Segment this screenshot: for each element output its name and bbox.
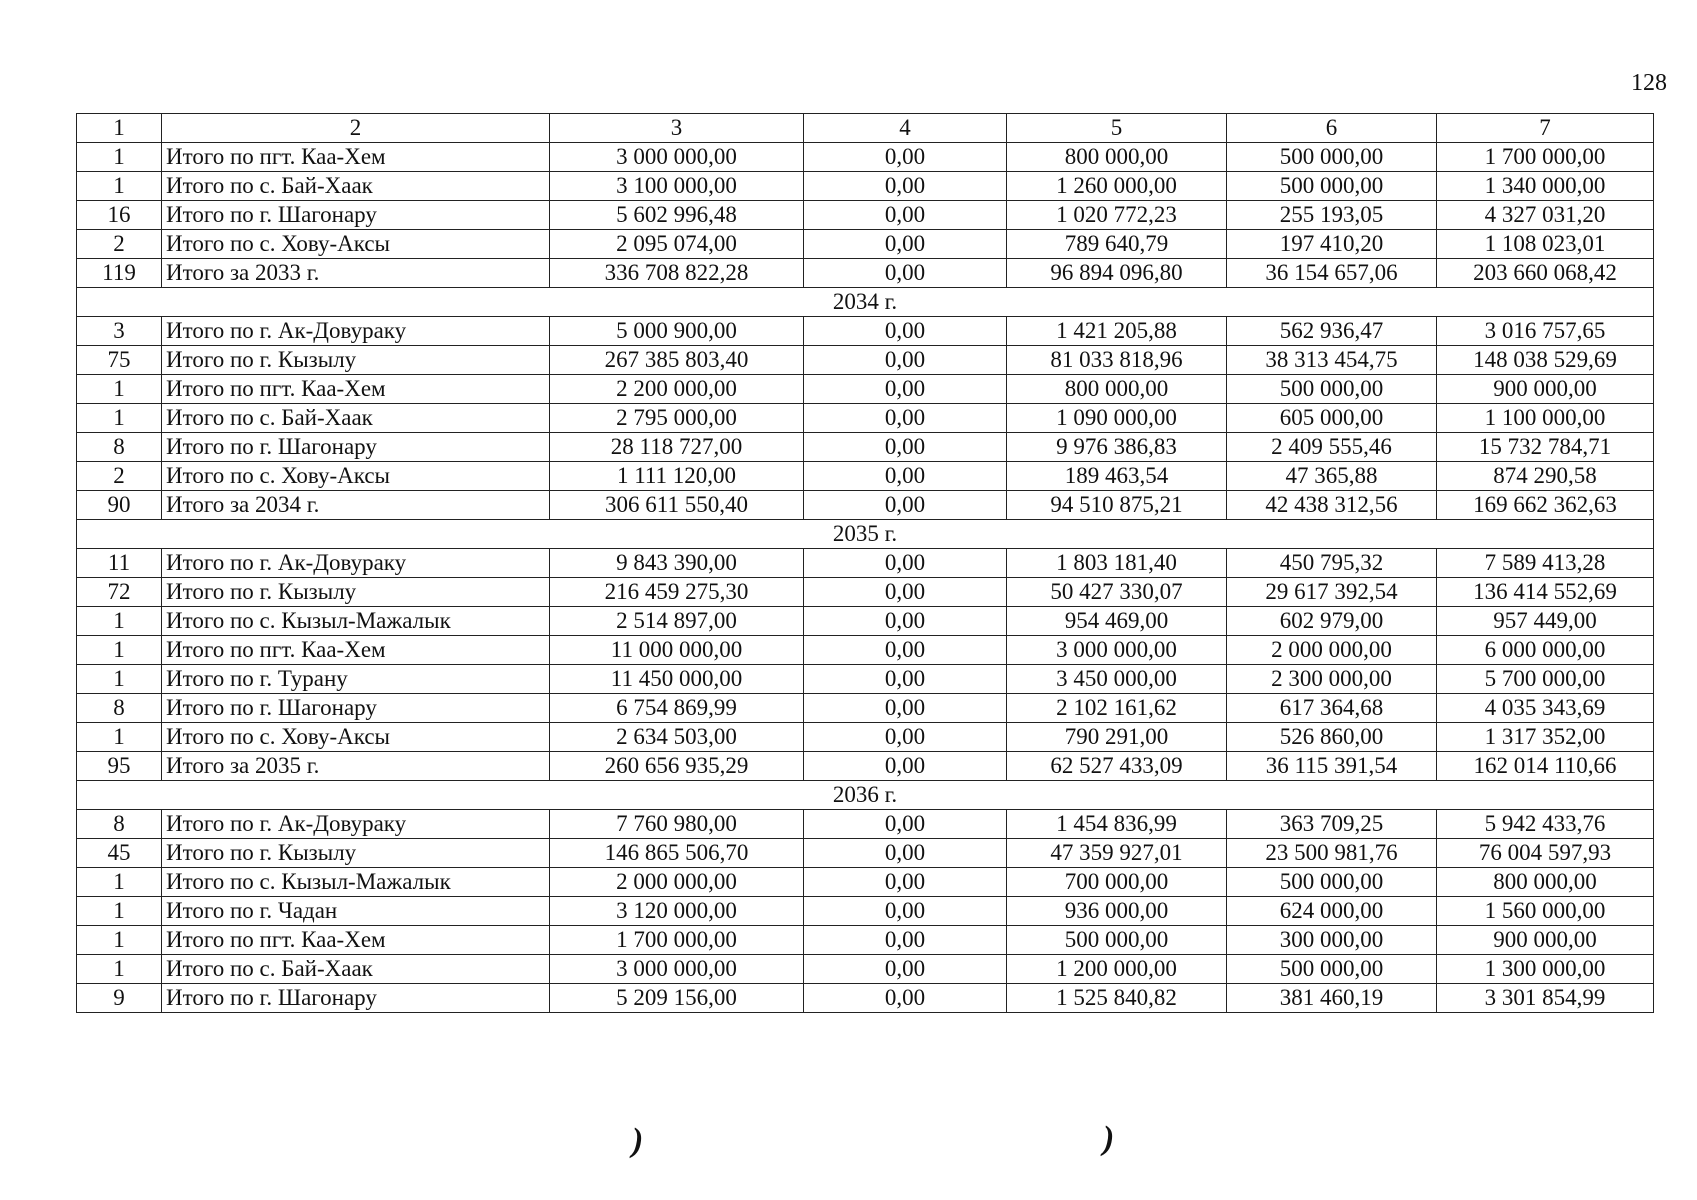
amount-cell: 562 936,47: [1227, 317, 1437, 346]
name-cell: Итого за 2033 г.: [162, 259, 550, 288]
amount-cell: 3 016 757,65: [1437, 317, 1654, 346]
name-cell: Итого по г. Кызылу: [162, 346, 550, 375]
count-cell: 1: [77, 607, 162, 636]
amount-cell: 0,00: [804, 462, 1007, 491]
count-cell: 1: [77, 926, 162, 955]
amount-cell: 0,00: [804, 636, 1007, 665]
amount-cell: 4 327 031,20: [1437, 201, 1654, 230]
amount-cell: 203 660 068,42: [1437, 259, 1654, 288]
count-cell: 3: [77, 317, 162, 346]
amount-cell: 617 364,68: [1227, 694, 1437, 723]
amount-cell: 0,00: [804, 317, 1007, 346]
name-cell: Итого по г. Турану: [162, 665, 550, 694]
count-cell: 8: [77, 810, 162, 839]
header-cell: 2: [162, 114, 550, 143]
name-cell: Итого по г. Шагонару: [162, 984, 550, 1013]
amount-cell: 900 000,00: [1437, 375, 1654, 404]
name-cell: Итого по с. Кызыл-Мажалык: [162, 607, 550, 636]
amount-cell: 2 514 897,00: [550, 607, 804, 636]
name-cell: Итого по г. Ак-Довураку: [162, 317, 550, 346]
amount-cell: 0,00: [804, 172, 1007, 201]
amount-cell: 602 979,00: [1227, 607, 1437, 636]
amount-cell: 255 193,05: [1227, 201, 1437, 230]
amount-cell: 15 732 784,71: [1437, 433, 1654, 462]
table-row: [77, 404, 1654, 433]
amount-cell: 500 000,00: [1227, 375, 1437, 404]
amount-cell: 0,00: [804, 839, 1007, 868]
page-number: 128: [1631, 70, 1667, 96]
amount-cell: 2 000 000,00: [1227, 636, 1437, 665]
year-section-row: [77, 288, 1654, 317]
amount-cell: 3 120 000,00: [550, 897, 804, 926]
amount-cell: 2 102 161,62: [1007, 694, 1227, 723]
amount-cell: 62 527 433,09: [1007, 752, 1227, 781]
amount-cell: 2 300 000,00: [1227, 665, 1437, 694]
name-cell: Итого по г. Ак-Довураку: [162, 549, 550, 578]
amount-cell: 450 795,32: [1227, 549, 1437, 578]
name-cell: Итого по с. Бай-Хаак: [162, 404, 550, 433]
year-section-label: 2035 г.: [77, 520, 1654, 549]
amount-cell: 0,00: [804, 230, 1007, 259]
count-cell: 1: [77, 868, 162, 897]
table-row: [77, 723, 1654, 752]
count-cell: 95: [77, 752, 162, 781]
table-row: [77, 926, 1654, 955]
amount-cell: 0,00: [804, 665, 1007, 694]
amount-cell: 1 090 000,00: [1007, 404, 1227, 433]
name-cell: Итого по с. Кызыл-Мажалык: [162, 868, 550, 897]
name-cell: Итого по г. Шагонару: [162, 694, 550, 723]
amount-cell: 3 000 000,00: [550, 143, 804, 172]
amount-cell: 7 589 413,28: [1437, 549, 1654, 578]
amount-cell: 1 340 000,00: [1437, 172, 1654, 201]
amount-cell: 0,00: [804, 433, 1007, 462]
header-row: [77, 114, 1654, 143]
amount-cell: 23 500 981,76: [1227, 839, 1437, 868]
name-cell: Итого по г. Чадан: [162, 897, 550, 926]
table-row: [77, 462, 1654, 491]
amount-cell: 1 200 000,00: [1007, 955, 1227, 984]
amount-cell: 1 100 000,00: [1437, 404, 1654, 433]
amount-cell: 148 038 529,69: [1437, 346, 1654, 375]
amount-cell: 197 410,20: [1227, 230, 1437, 259]
amount-cell: 9 976 386,83: [1007, 433, 1227, 462]
amount-cell: 306 611 550,40: [550, 491, 804, 520]
amount-cell: 47 359 927,01: [1007, 839, 1227, 868]
table-row: [77, 839, 1654, 868]
header-cell: 3: [550, 114, 804, 143]
table-row: [77, 143, 1654, 172]
table-row: [77, 752, 1654, 781]
amount-cell: 0,00: [804, 201, 1007, 230]
amount-cell: 336 708 822,28: [550, 259, 804, 288]
amount-cell: 0,00: [804, 375, 1007, 404]
amount-cell: 7 760 980,00: [550, 810, 804, 839]
count-cell: 72: [77, 578, 162, 607]
amount-cell: 169 662 362,63: [1437, 491, 1654, 520]
table-row: [77, 317, 1654, 346]
amount-cell: 3 450 000,00: [1007, 665, 1227, 694]
table-row: [77, 868, 1654, 897]
amount-cell: 2 000 000,00: [550, 868, 804, 897]
amount-cell: 1 421 205,88: [1007, 317, 1227, 346]
amount-cell: 0,00: [804, 607, 1007, 636]
count-cell: 1: [77, 897, 162, 926]
amount-cell: 0,00: [804, 491, 1007, 520]
amount-cell: 76 004 597,93: [1437, 839, 1654, 868]
amount-cell: 5 700 000,00: [1437, 665, 1654, 694]
amount-cell: 189 463,54: [1007, 462, 1227, 491]
amount-cell: 500 000,00: [1227, 143, 1437, 172]
table-row: [77, 375, 1654, 404]
amount-cell: 1 700 000,00: [550, 926, 804, 955]
count-cell: 1: [77, 665, 162, 694]
amount-cell: 1 454 836,99: [1007, 810, 1227, 839]
name-cell: Итого за 2035 г.: [162, 752, 550, 781]
name-cell: Итого по пгт. Каа-Хем: [162, 926, 550, 955]
amount-cell: 5 602 996,48: [550, 201, 804, 230]
amount-cell: 3 000 000,00: [1007, 636, 1227, 665]
amount-cell: 1 317 352,00: [1437, 723, 1654, 752]
count-cell: 75: [77, 346, 162, 375]
amount-cell: 936 000,00: [1007, 897, 1227, 926]
amount-cell: 700 000,00: [1007, 868, 1227, 897]
year-section-row: [77, 520, 1654, 549]
header-cell: 5: [1007, 114, 1227, 143]
name-cell: Итого по пгт. Каа-Хем: [162, 636, 550, 665]
amount-cell: 954 469,00: [1007, 607, 1227, 636]
amount-cell: 1 300 000,00: [1437, 955, 1654, 984]
amount-cell: 500 000,00: [1007, 926, 1227, 955]
amount-cell: 0,00: [804, 810, 1007, 839]
year-section-row: [77, 781, 1654, 810]
amount-cell: 300 000,00: [1227, 926, 1437, 955]
name-cell: Итого по с. Бай-Хаак: [162, 955, 550, 984]
count-cell: 1: [77, 955, 162, 984]
count-cell: 16: [77, 201, 162, 230]
amount-cell: 789 640,79: [1007, 230, 1227, 259]
amount-cell: 29 617 392,54: [1227, 578, 1437, 607]
amount-cell: 0,00: [804, 259, 1007, 288]
amount-cell: 3 000 000,00: [550, 955, 804, 984]
table-row: [77, 636, 1654, 665]
amount-cell: 900 000,00: [1437, 926, 1654, 955]
amount-cell: 1 700 000,00: [1437, 143, 1654, 172]
amount-cell: 9 843 390,00: [550, 549, 804, 578]
count-cell: 1: [77, 172, 162, 201]
count-cell: 1: [77, 143, 162, 172]
count-cell: 1: [77, 723, 162, 752]
amount-cell: 3 301 854,99: [1437, 984, 1654, 1013]
amount-cell: 2 095 074,00: [550, 230, 804, 259]
amount-cell: 2 409 555,46: [1227, 433, 1437, 462]
name-cell: Итого по г. Шагонару: [162, 433, 550, 462]
amount-cell: 0,00: [804, 897, 1007, 926]
amount-cell: 0,00: [804, 752, 1007, 781]
table-row: [77, 172, 1654, 201]
amount-cell: 6 754 869,99: [550, 694, 804, 723]
table-row: [77, 578, 1654, 607]
amount-cell: 0,00: [804, 868, 1007, 897]
footer-mark: ): [1103, 1120, 1115, 1157]
amount-cell: 81 033 818,96: [1007, 346, 1227, 375]
table-row: [77, 665, 1654, 694]
amount-cell: 2 200 000,00: [550, 375, 804, 404]
amount-cell: 500 000,00: [1227, 868, 1437, 897]
name-cell: Итого по г. Шагонару: [162, 201, 550, 230]
amount-cell: 1 108 023,01: [1437, 230, 1654, 259]
amount-cell: 5 209 156,00: [550, 984, 804, 1013]
table-row: [77, 897, 1654, 926]
count-cell: 8: [77, 694, 162, 723]
amount-cell: 5 000 900,00: [550, 317, 804, 346]
amount-cell: 36 115 391,54: [1227, 752, 1437, 781]
name-cell: Итого по пгт. Каа-Хем: [162, 375, 550, 404]
amount-cell: 800 000,00: [1007, 143, 1227, 172]
amount-cell: 800 000,00: [1437, 868, 1654, 897]
amount-cell: 11 450 000,00: [550, 665, 804, 694]
amount-cell: 42 438 312,56: [1227, 491, 1437, 520]
name-cell: Итого по г. Ак-Довураку: [162, 810, 550, 839]
table-row: [77, 491, 1654, 520]
amount-cell: 260 656 935,29: [550, 752, 804, 781]
name-cell: Итого за 2034 г.: [162, 491, 550, 520]
amount-cell: 1 803 181,40: [1007, 549, 1227, 578]
header-cell: 1: [77, 114, 162, 143]
amount-cell: 267 385 803,40: [550, 346, 804, 375]
amount-cell: 526 860,00: [1227, 723, 1437, 752]
amount-cell: 2 795 000,00: [550, 404, 804, 433]
table-row: [77, 230, 1654, 259]
table-row: [77, 955, 1654, 984]
amount-cell: 1 111 120,00: [550, 462, 804, 491]
table-row: [77, 984, 1654, 1013]
table-row: [77, 607, 1654, 636]
header-cell: 7: [1437, 114, 1654, 143]
name-cell: Итого по с. Хову-Аксы: [162, 723, 550, 752]
amount-cell: 47 365,88: [1227, 462, 1437, 491]
amount-cell: 4 035 343,69: [1437, 694, 1654, 723]
amount-cell: 790 291,00: [1007, 723, 1227, 752]
amount-cell: 96 894 096,80: [1007, 259, 1227, 288]
amount-cell: 0,00: [804, 404, 1007, 433]
count-cell: 119: [77, 259, 162, 288]
amount-cell: 28 118 727,00: [550, 433, 804, 462]
amount-cell: 5 942 433,76: [1437, 810, 1654, 839]
amount-cell: 363 709,25: [1227, 810, 1437, 839]
amount-cell: 500 000,00: [1227, 172, 1437, 201]
amount-cell: 0,00: [804, 723, 1007, 752]
amount-cell: 624 000,00: [1227, 897, 1437, 926]
count-cell: 2: [77, 462, 162, 491]
header-cell: 6: [1227, 114, 1437, 143]
count-cell: 45: [77, 839, 162, 868]
amount-cell: 0,00: [804, 926, 1007, 955]
amount-cell: 957 449,00: [1437, 607, 1654, 636]
amount-cell: 0,00: [804, 694, 1007, 723]
count-cell: 1: [77, 636, 162, 665]
amount-cell: 2 634 503,00: [550, 723, 804, 752]
amount-cell: 1 560 000,00: [1437, 897, 1654, 926]
table-row: [77, 201, 1654, 230]
count-cell: 90: [77, 491, 162, 520]
amount-cell: 0,00: [804, 143, 1007, 172]
name-cell: Итого по г. Кызылу: [162, 839, 550, 868]
name-cell: Итого по с. Хову-Аксы: [162, 230, 550, 259]
amount-cell: 500 000,00: [1227, 955, 1437, 984]
amount-cell: 1 020 772,23: [1007, 201, 1227, 230]
year-section-label: 2034 г.: [77, 288, 1654, 317]
footer-mark: ): [632, 1122, 644, 1159]
header-cell: 4: [804, 114, 1007, 143]
amount-cell: 162 014 110,66: [1437, 752, 1654, 781]
amount-cell: 0,00: [804, 549, 1007, 578]
table-row: [77, 346, 1654, 375]
amount-cell: 0,00: [804, 984, 1007, 1013]
count-cell: 8: [77, 433, 162, 462]
amount-cell: 0,00: [804, 578, 1007, 607]
table-row: [77, 259, 1654, 288]
name-cell: Итого по г. Кызылу: [162, 578, 550, 607]
amount-cell: 11 000 000,00: [550, 636, 804, 665]
amount-cell: 38 313 454,75: [1227, 346, 1437, 375]
amount-cell: 874 290,58: [1437, 462, 1654, 491]
count-cell: 11: [77, 549, 162, 578]
count-cell: 1: [77, 404, 162, 433]
name-cell: Итого по пгт. Каа-Хем: [162, 143, 550, 172]
amount-cell: 146 865 506,70: [550, 839, 804, 868]
count-cell: 2: [77, 230, 162, 259]
count-cell: 1: [77, 375, 162, 404]
amount-cell: 800 000,00: [1007, 375, 1227, 404]
name-cell: Итого по с. Бай-Хаак: [162, 172, 550, 201]
year-section-label: 2036 г.: [77, 781, 1654, 810]
summary-table: [76, 113, 1654, 1013]
table-row: [77, 433, 1654, 462]
amount-cell: 0,00: [804, 955, 1007, 984]
amount-cell: 36 154 657,06: [1227, 259, 1437, 288]
count-cell: 9: [77, 984, 162, 1013]
table-row: [77, 549, 1654, 578]
amount-cell: 605 000,00: [1227, 404, 1437, 433]
amount-cell: 94 510 875,21: [1007, 491, 1227, 520]
name-cell: Итого по с. Хову-Аксы: [162, 462, 550, 491]
amount-cell: 1 260 000,00: [1007, 172, 1227, 201]
amount-cell: 136 414 552,69: [1437, 578, 1654, 607]
amount-cell: 1 525 840,82: [1007, 984, 1227, 1013]
table-body: [77, 114, 1654, 1013]
amount-cell: 381 460,19: [1227, 984, 1437, 1013]
amount-cell: 0,00: [804, 346, 1007, 375]
amount-cell: 216 459 275,30: [550, 578, 804, 607]
amount-cell: 6 000 000,00: [1437, 636, 1654, 665]
amount-cell: 50 427 330,07: [1007, 578, 1227, 607]
table-row: [77, 810, 1654, 839]
table-row: [77, 694, 1654, 723]
amount-cell: 3 100 000,00: [550, 172, 804, 201]
